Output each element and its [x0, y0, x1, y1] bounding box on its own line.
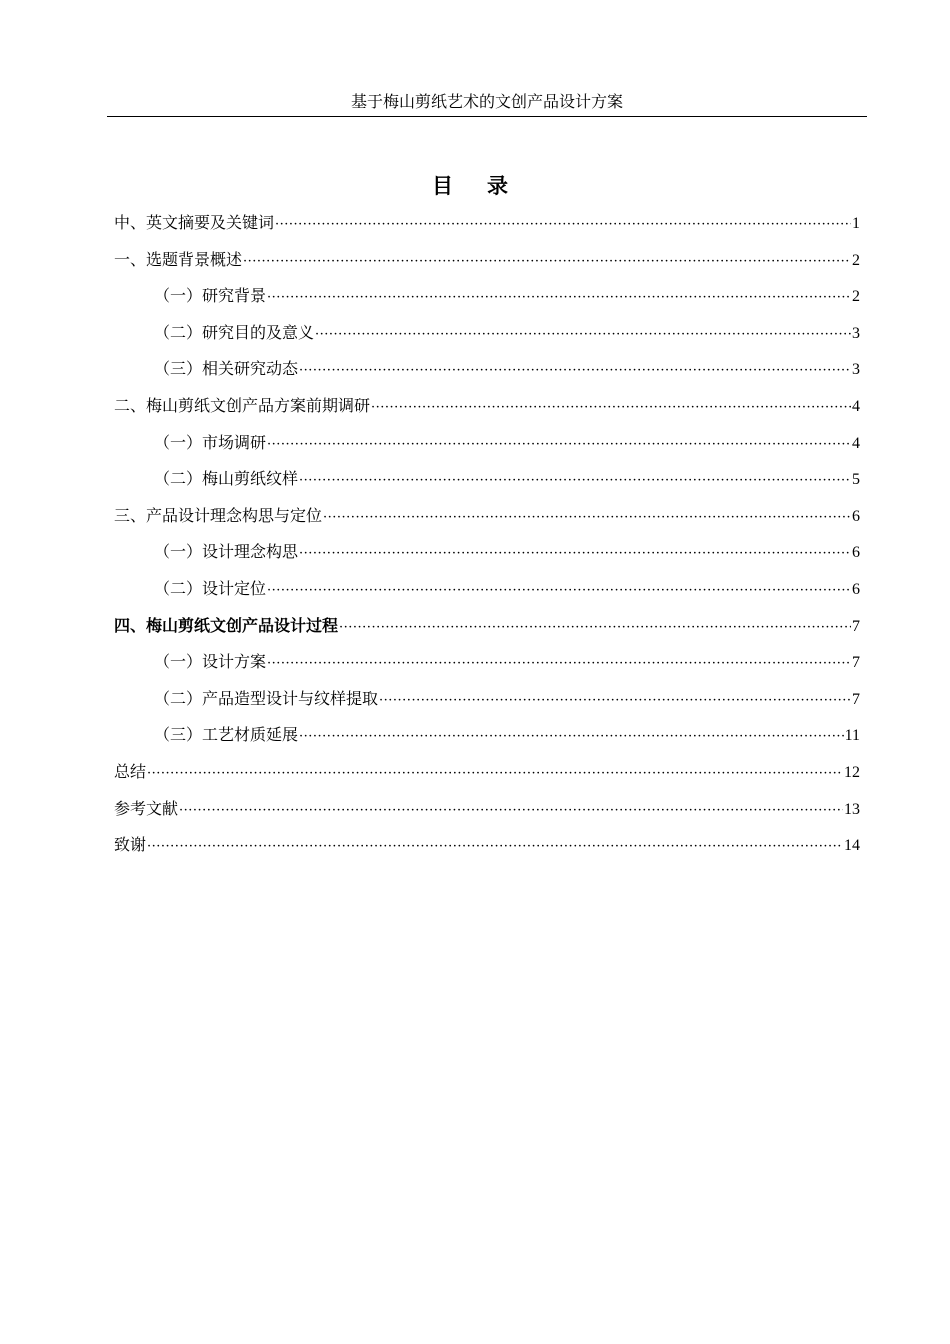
- dot-leader: [315, 317, 851, 354]
- toc-entry-label: 参考文献: [114, 798, 179, 818]
- toc-entry-label: 中、英文摘要及关键词: [114, 213, 275, 232]
- dot-leader: [299, 353, 851, 390]
- toc-entry-page: 6: [852, 544, 860, 562]
- toc-entry-page: 4: [852, 397, 860, 415]
- dot-leader: [299, 536, 851, 573]
- dot-leader: [339, 610, 851, 647]
- toc-entry-label: 二、梅山剪纸文创产品方案前期调研: [114, 395, 371, 415]
- table-of-contents: [114, 205, 860, 864]
- toc-entry[interactable]: [114, 534, 860, 571]
- toc-entry[interactable]: [114, 388, 860, 425]
- dot-leader: [267, 427, 851, 464]
- toc-entry-label: （三）相关研究动态: [154, 359, 299, 379]
- toc-entry-label: （一）设计方案: [154, 652, 267, 672]
- toc-entry-page: 13: [844, 800, 860, 818]
- dot-leader: [323, 500, 851, 537]
- toc-entry[interactable]: [114, 571, 860, 608]
- toc-entry-page: 12: [844, 763, 860, 781]
- toc-entry[interactable]: [114, 754, 860, 791]
- toc-entry[interactable]: [114, 425, 860, 462]
- toc-entry[interactable]: [114, 827, 860, 864]
- document-title: 基于梅山剪纸艺术的文创产品设计方案: [350, 92, 623, 111]
- toc-entry-page: 6: [852, 580, 860, 598]
- toc-entry[interactable]: [114, 644, 860, 681]
- toc-entry-label: （一）研究背景: [154, 286, 267, 306]
- toc-entry-label: 三、产品设计理念构思与定位: [114, 505, 323, 525]
- toc-entry-label: （一）市场调研: [154, 432, 267, 452]
- dot-leader: [299, 719, 844, 756]
- toc-entry[interactable]: [114, 461, 860, 498]
- dot-leader: [299, 463, 851, 500]
- toc-heading: 目录: [432, 173, 542, 198]
- dot-leader: [267, 280, 851, 317]
- toc-entry-page: 2: [852, 251, 860, 269]
- toc-entry-page: 6: [852, 507, 860, 525]
- dot-leader: [267, 646, 851, 683]
- toc-entry[interactable]: [114, 242, 860, 279]
- toc-entry[interactable]: [114, 498, 860, 535]
- toc-entry-label: （二）产品造型设计与纹样提取: [154, 688, 379, 708]
- toc-entry-label: （二）研究目的及意义: [154, 322, 315, 342]
- toc-entry-label: （三）工艺材质延展: [154, 725, 299, 745]
- toc-entry[interactable]: [114, 315, 860, 352]
- dot-leader: [179, 793, 843, 830]
- toc-entry-label: （二）设计定位: [154, 578, 267, 598]
- toc-entry-label: （一）设计理念构思: [154, 542, 299, 562]
- page-header: [107, 88, 867, 117]
- toc-entry[interactable]: [114, 681, 860, 718]
- toc-entry-label: 一、选题背景概述: [114, 249, 243, 269]
- toc-entry-page: 3: [852, 324, 860, 342]
- dot-leader: [147, 756, 843, 793]
- dot-leader: [267, 573, 851, 610]
- toc-entry-page: 3: [852, 361, 860, 379]
- toc-entry-label: 四、梅山剪纸文创产品设计过程: [114, 615, 339, 635]
- toc-entry-page: 1: [852, 215, 860, 232]
- dot-leader: [243, 244, 851, 281]
- toc-entry[interactable]: [114, 278, 860, 315]
- toc-entry-page: 5: [852, 471, 860, 489]
- toc-entry-label: 总结: [114, 761, 147, 781]
- toc-entry-page: 7: [852, 690, 860, 708]
- toc-entry-page: 14: [844, 837, 860, 855]
- dot-leader: [371, 390, 851, 427]
- toc-entry[interactable]: [114, 205, 860, 242]
- toc-entry-page: 2: [852, 288, 860, 306]
- toc-entry[interactable]: [114, 608, 860, 645]
- toc-entry[interactable]: [114, 791, 860, 828]
- toc-entry-label: （二）梅山剪纸纹样: [154, 469, 299, 489]
- toc-entry-page: 11: [844, 727, 860, 745]
- toc-entry-page: 4: [852, 434, 860, 452]
- toc-entry[interactable]: [114, 717, 860, 754]
- dot-leader: [147, 829, 843, 866]
- toc-entry-page: 7: [852, 617, 860, 635]
- toc-entry-label: 致谢: [114, 835, 147, 855]
- toc-entry-page: 7: [852, 654, 860, 672]
- toc-entry[interactable]: [114, 351, 860, 388]
- dot-leader: [379, 683, 851, 720]
- dot-leader: [275, 207, 851, 244]
